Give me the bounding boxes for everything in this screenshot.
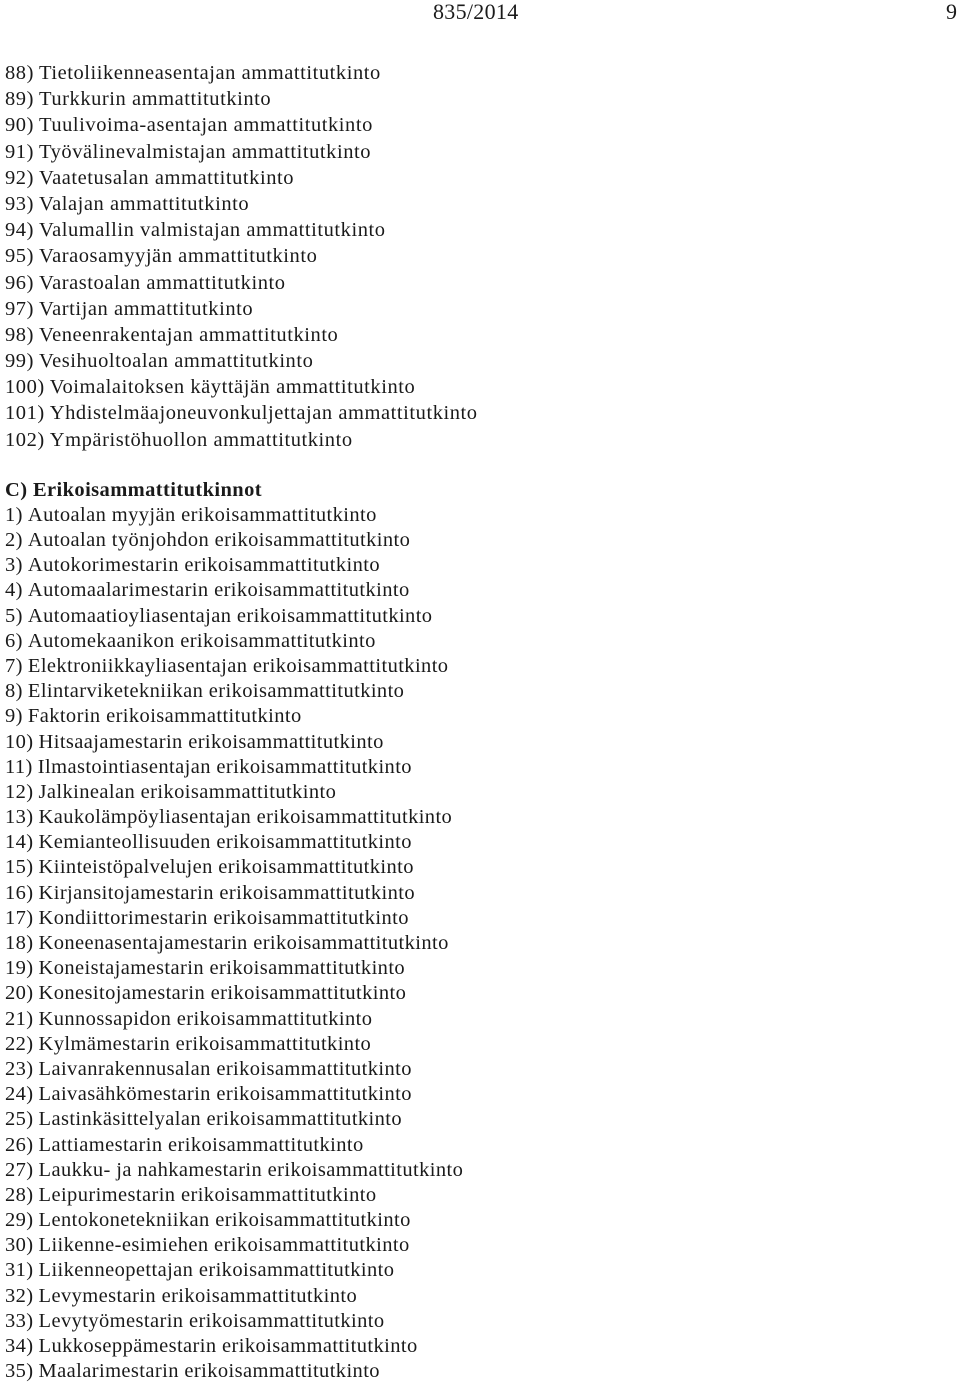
list-item <box>5 805 935 830</box>
list-item <box>5 1032 935 1057</box>
list-item-number: 90) <box>5 114 34 137</box>
list-item-number: 23) <box>5 1057 34 1080</box>
list-item <box>5 1057 935 1082</box>
list-item-number: 101) <box>5 402 45 425</box>
list-item-text: Kemianteollisuuden erikoisammattitutkinto <box>38 831 412 854</box>
list-item-number: 12) <box>5 780 34 803</box>
list-item-number: 97) <box>5 297 34 320</box>
list-item-number: 33) <box>5 1309 34 1332</box>
list-item-text: Varastoalan ammattitutkinto <box>38 271 286 294</box>
list-item-number: 94) <box>5 219 34 242</box>
list-item <box>5 1208 935 1233</box>
list-item-text: Veneenrakentajan ammattitutkinto <box>38 323 339 346</box>
list-item-text: Laivanrakennusalan erikoisammattitutkinto <box>38 1057 412 1080</box>
list-item-text: Vartijan ammattitutkinto <box>38 297 254 320</box>
list-item-text: Automaatioyliasentajan erikoisammattitutkinto <box>27 604 433 627</box>
list-item <box>5 780 935 805</box>
list-item-number: 11) <box>5 755 33 778</box>
list-item-text: Vaatetusalan ammattitutkinto <box>38 166 295 189</box>
list-item <box>5 881 935 906</box>
list-item-text: Kirjansitojamestarin erikoisammattitutkinto <box>38 881 415 904</box>
list-item-number: 26) <box>5 1133 34 1156</box>
list-item-number: 14) <box>5 831 34 854</box>
list-item-number: 98) <box>5 323 34 346</box>
list-item <box>5 243 935 269</box>
list-item <box>5 1258 935 1283</box>
list-item-number: 18) <box>5 932 34 954</box>
list-item-number: 3) <box>5 554 23 577</box>
list-item <box>5 755 935 780</box>
specialist-qualification-list <box>5 503 935 1385</box>
list-item-number: 28) <box>5 1183 34 1206</box>
list-item-number: 91) <box>5 140 34 163</box>
list-item-number: 30) <box>5 1234 34 1257</box>
list-item <box>5 86 935 112</box>
list-item <box>5 578 935 603</box>
list-item <box>5 270 935 296</box>
list-item <box>5 296 935 322</box>
list-item <box>5 855 935 880</box>
list-item <box>5 1183 935 1208</box>
list-item-text: Kondiittorimestarin erikoisammattitutkinto <box>38 906 409 929</box>
list-item <box>5 217 935 243</box>
list-item-text: Elintarviketekniikan erikoisammattitutkinto <box>27 680 405 703</box>
list-item-number: 32) <box>5 1284 34 1307</box>
list-item-number: 15) <box>5 856 34 879</box>
list-item-number: 95) <box>5 245 34 268</box>
list-item-number: 99) <box>5 350 34 373</box>
list-item <box>5 1107 935 1132</box>
list-item-text: Koneistajamestarin erikoisammattitutkinto <box>38 957 406 980</box>
section-heading: C) Erikoisammattitutkinnot <box>5 478 262 501</box>
list-item-number: 102) <box>5 428 45 451</box>
qualification-list-continued <box>5 60 935 453</box>
list-item <box>5 553 935 578</box>
list-item <box>5 981 935 1006</box>
list-item-text: Laukku- ja nahkamestarin erikoisammattitutkinto <box>38 1158 464 1181</box>
list-item <box>5 830 935 855</box>
list-item-text: Lukkoseppämestarin erikoisammattitutkinto <box>38 1335 418 1357</box>
list-item-number: 9) <box>5 705 23 728</box>
list-item-number: 31) <box>5 1259 34 1282</box>
list-item-text: Valajan ammattitutkinto <box>38 192 250 215</box>
list-item-number: 17) <box>5 906 34 929</box>
list-item <box>5 322 935 348</box>
list-item-text: Kylmämestarin erikoisammattitutkinto <box>38 1032 372 1055</box>
list-item-number: 20) <box>5 982 34 1005</box>
list-item-number: 93) <box>5 192 34 215</box>
page-header <box>0 0 960 30</box>
list-item-number: 13) <box>5 806 34 829</box>
list-item-number: 7) <box>5 654 23 677</box>
list-item <box>5 191 935 217</box>
list-item-number: 24) <box>5 1083 34 1106</box>
list-item <box>5 60 935 86</box>
list-item-number: 6) <box>5 629 23 652</box>
list-item-text: Voimalaitoksen käyttäjän ammattitutkinto <box>49 376 416 399</box>
list-item-text: Levymestarin erikoisammattitutkinto <box>38 1284 358 1307</box>
list-item-text: Tuulivoima-asentajan ammattitutkinto <box>38 114 373 137</box>
page-content <box>5 60 935 1384</box>
list-item-text: Koneenasentajamestarin erikoisammattitutkinto <box>38 932 449 954</box>
list-item-number: 4) <box>5 579 23 602</box>
list-item-text: Ilmastointiasentajan erikoisammattitutkinto <box>37 755 412 778</box>
list-item-number: 89) <box>5 88 34 111</box>
list-item-text: Autoalan myyjän erikoisammattitutkinto <box>27 503 377 526</box>
list-item-text: Levytyömestarin erikoisammattitutkinto <box>38 1309 385 1332</box>
list-item-text: Leipurimestarin erikoisammattitutkinto <box>38 1183 377 1206</box>
list-item <box>5 400 935 426</box>
list-item-number: 92) <box>5 166 34 189</box>
list-item-number: 22) <box>5 1032 34 1055</box>
list-item <box>5 112 935 138</box>
list-item-text: Automekaanikon erikoisammattitutkinto <box>27 629 376 652</box>
list-item <box>5 956 935 981</box>
list-item-number: 25) <box>5 1108 34 1131</box>
list-item-number: 19) <box>5 957 34 980</box>
list-item <box>5 427 935 453</box>
list-item-text: Laivasähkömestarin erikoisammattitutkinto <box>38 1083 412 1106</box>
list-item-number: 5) <box>5 604 23 627</box>
list-item <box>5 931 935 956</box>
list-item-number: 29) <box>5 1209 34 1232</box>
list-item-text: Faktorin erikoisammattitutkinto <box>27 705 302 728</box>
list-item-text: Konesitojamestarin erikoisammattitutkinto <box>38 982 407 1005</box>
list-item-text: Maalarimestarin erikoisammattitutkinto <box>38 1360 380 1383</box>
list-item-number: 1) <box>5 503 23 526</box>
list-item <box>5 1007 935 1032</box>
list-item-number: 8) <box>5 680 23 703</box>
list-item-text: Liikenne-esimiehen erikoisammattitutkinto <box>38 1234 410 1257</box>
list-item-number: 35) <box>5 1360 34 1383</box>
list-item-text: Lattiamestarin erikoisammattitutkinto <box>38 1133 364 1156</box>
list-item <box>5 374 935 400</box>
list-item-text: Työvälinevalmistajan ammattitutkinto <box>38 140 372 163</box>
list-item <box>5 654 935 679</box>
list-item-text: Valumallin valmistajan ammattitutkinto <box>38 219 386 242</box>
list-item-text: Varaosamyyjän ammattitutkinto <box>38 245 318 268</box>
list-item-number: 27) <box>5 1158 34 1181</box>
list-item-number: 16) <box>5 881 34 904</box>
list-item <box>5 348 935 374</box>
list-item <box>5 165 935 191</box>
list-item-text: Jalkinealan erikoisammattitutkinto <box>38 780 337 803</box>
list-item-text: Hitsaajamestarin erikoisammattitutkinto <box>38 730 384 753</box>
list-item-text: Kaukolämpöyliasentajan erikoisammattitutkinto <box>38 806 453 829</box>
list-item-number: 21) <box>5 1007 34 1030</box>
list-item-text: Yhdistelmäajoneuvonkuljettajan ammattitutkinto <box>49 402 478 425</box>
list-item <box>5 704 935 729</box>
page-number: 9 <box>946 0 957 24</box>
list-item <box>5 730 935 755</box>
list-item <box>5 503 935 528</box>
list-item-number: 2) <box>5 529 23 551</box>
list-item-number: 100) <box>5 376 45 399</box>
list-item <box>5 1082 935 1107</box>
list-item <box>5 604 935 629</box>
list-item-text: Kunnossapidon erikoisammattitutkinto <box>38 1007 373 1030</box>
list-item-text: Ympäristöhuollon ammattitutkinto <box>49 428 353 451</box>
list-item-number: 88) <box>5 62 34 84</box>
list-item <box>5 1158 935 1183</box>
list-item-number: 10) <box>5 730 34 753</box>
list-item <box>5 906 935 931</box>
list-item <box>5 1334 935 1359</box>
list-item <box>5 139 935 165</box>
list-item-text: Vesihuoltoalan ammattitutkinto <box>38 350 314 373</box>
list-item-text: Autokorimestarin erikoisammattitutkinto <box>27 554 380 577</box>
list-item <box>5 1309 935 1334</box>
list-item <box>5 629 935 654</box>
list-item-number: 96) <box>5 271 34 294</box>
list-item <box>5 1133 935 1158</box>
list-item-text: Lastinkäsittelyalan erikoisammattitutkinto <box>38 1108 403 1131</box>
list-item-text: Automaalarimestarin erikoisammattitutkinto <box>27 579 410 602</box>
list-item <box>5 1359 935 1384</box>
list-item-text: Liikenneopettajan erikoisammattitutkinto <box>38 1259 395 1282</box>
list-item <box>5 1284 935 1309</box>
list-item-text: Kiinteistöpalvelujen erikoisammattitutkinto <box>38 856 414 879</box>
list-item-text: Turkkurin ammattitutkinto <box>38 88 272 111</box>
list-item-text: Elektroniikkayliasentajan erikoisammattitutkinto <box>27 654 449 677</box>
list-item <box>5 1233 935 1258</box>
list-item <box>5 528 935 553</box>
document-number: 835/2014 <box>433 0 519 24</box>
list-item-text: Autoalan työnjohdon erikoisammattitutkinto <box>27 529 411 551</box>
list-item <box>5 679 935 704</box>
list-item-number: 34) <box>5 1335 34 1357</box>
list-item-text: Lentokonetekniikan erikoisammattitutkinto <box>38 1209 411 1232</box>
list-item-text: Tietoliikenneasentajan ammattitutkinto <box>38 62 381 84</box>
